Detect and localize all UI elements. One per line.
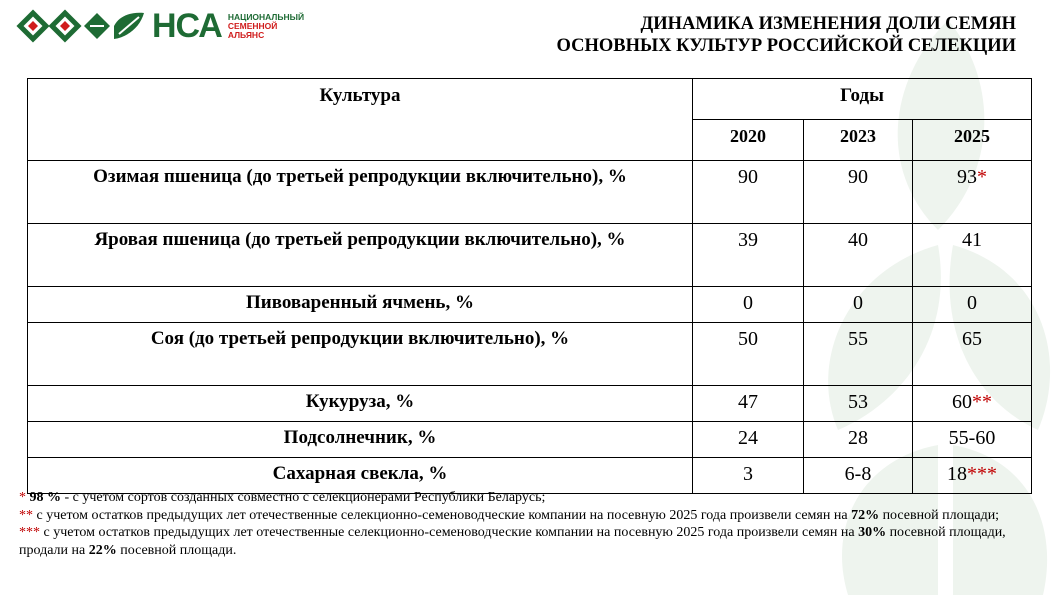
footnote-1-bold: 98 % bbox=[29, 490, 61, 505]
header-year-2025: 2025 bbox=[913, 120, 1032, 161]
table-row bbox=[28, 323, 1032, 386]
footnote-3-text-end: посевной площади. bbox=[116, 542, 237, 558]
value-2020: 47 bbox=[693, 386, 804, 422]
footnote-3-mark: *** bbox=[19, 525, 40, 540]
footnote-1-mark: * bbox=[19, 490, 26, 505]
value-2020: 3 bbox=[693, 458, 804, 494]
value-2023: 28 bbox=[804, 422, 913, 458]
footnote-3-text-mid: посевной площади, продали на bbox=[19, 525, 1006, 558]
header-year-2023: 2023 bbox=[804, 120, 913, 161]
row-culture-name: Пивоваренный ячмень, % bbox=[28, 287, 693, 323]
value-2025-number: 60 bbox=[952, 391, 972, 413]
row-culture-name: Озимая пшеница (до третьей репродукции включительно), % bbox=[28, 161, 693, 224]
value-2023: 6-8 bbox=[804, 458, 913, 494]
footnote-3-bold-2: 22% bbox=[88, 542, 117, 558]
value-2025-number: 41 bbox=[962, 229, 982, 251]
row-culture-name: Кукуруза, % bbox=[28, 386, 693, 422]
footnote-1-text: - с учетом сортов созданных совместно с селекционерами Республики Беларусь; bbox=[61, 490, 546, 505]
value-2025 bbox=[913, 323, 1032, 386]
value-2023: 40 bbox=[804, 224, 913, 287]
table-row bbox=[28, 161, 1032, 224]
footnote-2-text-end: посевной площади; bbox=[879, 507, 1000, 523]
value-2020: 90 bbox=[693, 161, 804, 224]
table-row bbox=[28, 386, 1032, 422]
row-culture-name: Соя (до третьей репродукции включительно), % bbox=[28, 323, 693, 386]
footnote-mark: *** bbox=[967, 463, 997, 485]
table-row bbox=[28, 422, 1032, 458]
value-2020: 0 bbox=[693, 287, 804, 323]
table-row bbox=[28, 224, 1032, 287]
value-2020: 39 bbox=[693, 224, 804, 287]
footnote-2 bbox=[19, 507, 1029, 525]
value-2025 bbox=[913, 386, 1032, 422]
row-culture-name: Сахарная свекла, % bbox=[28, 458, 693, 494]
footnote-2-bold: 72% bbox=[851, 507, 880, 523]
header-culture: Культура bbox=[28, 79, 693, 161]
value-2023: 90 bbox=[804, 161, 913, 224]
footnote-mark: * bbox=[977, 166, 987, 188]
value-2023: 55 bbox=[804, 323, 913, 386]
value-2023: 53 bbox=[804, 386, 913, 422]
logo-line-1: НАЦИОНАЛЬНЫЙ bbox=[227, 11, 305, 22]
value-2025 bbox=[913, 161, 1032, 224]
value-2025 bbox=[913, 287, 1032, 323]
title-line-1: ДИНАМИКА ИЗМЕНЕНИЯ ДОЛИ СЕМЯН bbox=[640, 14, 1016, 34]
value-2025-number: 55-60 bbox=[948, 427, 996, 449]
value-2023: 0 bbox=[804, 287, 913, 323]
footnote-mark: ** bbox=[972, 391, 992, 413]
value-2025-number: 65 bbox=[962, 328, 982, 350]
footnote-3-bold: 30% bbox=[858, 525, 887, 540]
logo-line-2: СЕМЕННОЙ bbox=[227, 20, 278, 31]
value-2025-number: 18 bbox=[947, 463, 967, 485]
logo-line-3: АЛЬЯНС bbox=[227, 29, 265, 40]
title-line-2: ОСНОВНЫХ КУЛЬТУР РОССИЙСКОЙ СЕЛЕКЦИИ bbox=[556, 36, 1016, 56]
footnotes bbox=[19, 489, 1029, 559]
page-title bbox=[557, 13, 1016, 57]
footnote-2-mark: ** bbox=[19, 507, 33, 523]
value-2020: 24 bbox=[693, 422, 804, 458]
value-2025 bbox=[913, 422, 1032, 458]
footnote-3-text: с учетом остатков предыдущих лет отечественные селекционно-семеноводческие компании на посевную 2025 года произвели семян на bbox=[40, 525, 859, 540]
header-year-2020: 2020 bbox=[693, 120, 804, 161]
value-2020: 50 bbox=[693, 323, 804, 386]
seed-share-table bbox=[27, 78, 1032, 494]
table-row bbox=[28, 287, 1032, 323]
header-years: Годы bbox=[693, 79, 1032, 120]
logo-abbreviation: НСА bbox=[152, 7, 222, 45]
footnote-2-text: с учетом остатков предыдущих лет отечественные селекционно-семеноводческие компании на посевную 2025 года произвели семян на bbox=[33, 507, 852, 523]
footnote-3 bbox=[19, 524, 1029, 559]
logo-mark-icon bbox=[16, 9, 146, 43]
value-2025 bbox=[913, 224, 1032, 287]
value-2025-number: 0 bbox=[967, 292, 977, 314]
row-culture-name: Яровая пшеница (до третьей репродукции включительно), % bbox=[28, 224, 693, 287]
value-2025-number: 93 bbox=[957, 166, 977, 188]
row-culture-name: Подсолнечник, % bbox=[28, 422, 693, 458]
footnote-1 bbox=[19, 489, 1029, 507]
company-logo bbox=[16, 9, 304, 43]
logo-text bbox=[228, 13, 304, 40]
